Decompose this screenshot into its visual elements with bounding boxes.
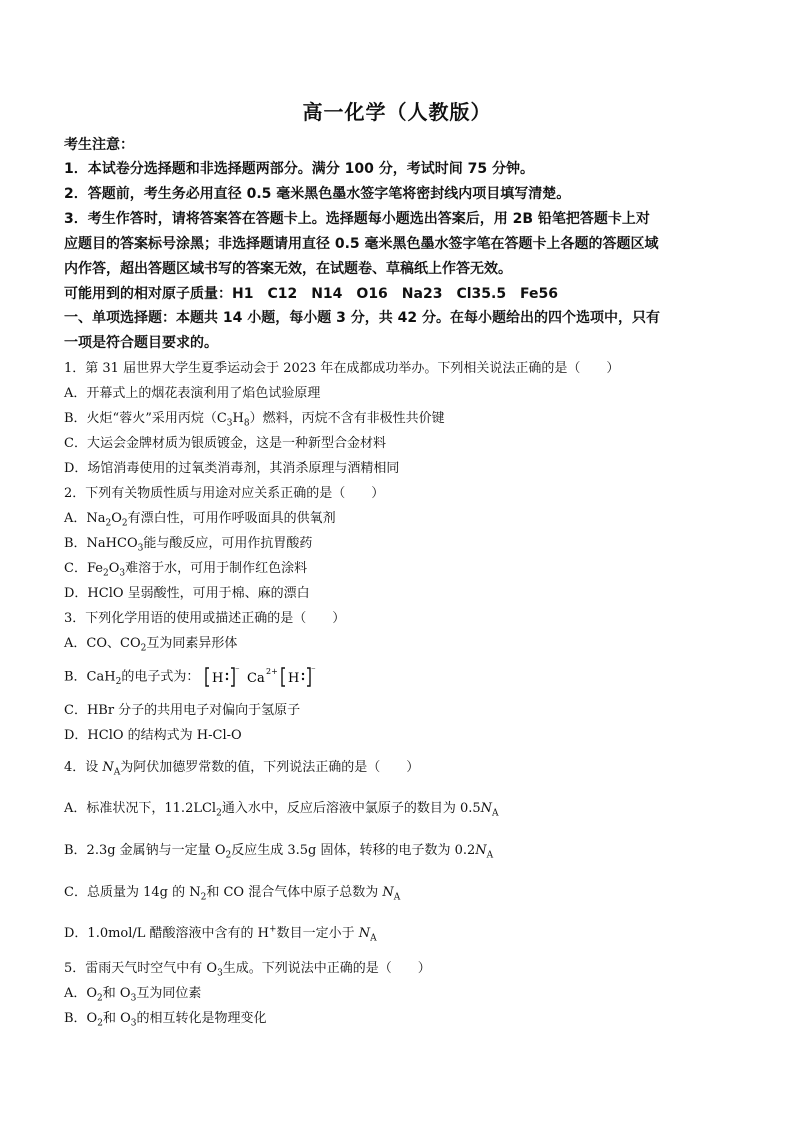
q2-option-c: C．$Fe_2O_3$难溶于水，可用于制作红色涂料 xyxy=(64,561,308,579)
section1-heading-cont: 一项是符合题目要求的。 xyxy=(64,335,218,351)
cah2-electron-formula xyxy=(203,664,363,690)
q5-option-a: A．$O_2$和 $O_3$互为同位素 xyxy=(64,986,202,1004)
q1-option-a: A．开幕式上的烟花表演利用了焰色试验原理 xyxy=(64,386,321,401)
q4-option-d: D．1.0mol/L 醋酸溶液中含有的 H+数目一定小于 $N_A$ xyxy=(64,924,377,944)
svg-text:Ca: Ca xyxy=(247,671,266,686)
q3-option-b: B．CaH$_2$的电子式为： H ⁻ Ca 2+ H ⁻ xyxy=(64,664,363,690)
section1-heading: 一、单项选择题：本题共 14 小题，每小题 3 分，共 42 分。在每小题给出的四个选项中，只有 xyxy=(64,310,660,326)
notice-item-3-cont: 应题目的答案标号涂黑；非选择题请用直径 0.5 毫米黑色墨水签字笔在答题卡上各题的答题区域 xyxy=(64,236,659,252)
notice-item-3-cont2: 内作答，超出答题区域书写的答案无效，在试题卷、草稿纸上作答无效。 xyxy=(64,261,512,277)
atomic-masses: 可能用到的相对原子质量：H1 C12 N14 O16 Na23 Cl35.5 Fe56 xyxy=(64,286,559,302)
q4-option-b: B．2.3g 金属钠与一定量 $O_2$反应生成 3.5g 固体，转移的电子数为 $0.2N_A$ xyxy=(64,843,494,861)
q3-option-c: C．HBr 分子的共用电子对偏向于氢原子 xyxy=(64,703,301,718)
q1-option-b: B．火炬“蓉火”采用丙烷$(C_3H_8)$燃料，丙烷不含有非极性共价键 xyxy=(64,411,445,429)
q2-option-b: B．NaHCO$_3$能与酸反应，可用作抗胃酸药 xyxy=(64,536,313,554)
svg-text:⁻: ⁻ xyxy=(235,666,241,676)
q2-stem: 2．下列有关物质性质与用途对应关系正确的是（ ） xyxy=(64,486,385,501)
q4-option-a: A．标准状况下，11.2LCl$_2$通入水中，反应后溶液中氯原子的数目为 $0.5N_A$ xyxy=(64,801,499,819)
q5-option-b: B．$O_2$和 $O_3$的相互转化是物理变化 xyxy=(64,1011,267,1029)
q3-option-a: A．CO、$CO_2$互为同素异形体 xyxy=(64,636,238,654)
q1-stem: 1．第 31 届世界大学生夏季运动会于 2023 年在成都成功举办。下列相关说法正确的是（ ） xyxy=(64,361,620,376)
notice-item-1: 1．本试卷分选择题和非选择题两部分。满分 100 分，考试时间 75 分钟。 xyxy=(64,161,534,177)
q4-stem: 4．设 $N_A$为阿伏加德罗常数的值，下列说法正确的是（ ） xyxy=(64,760,420,778)
exam-title: 高一化学（人教版） xyxy=(302,100,492,124)
svg-text:2+: 2+ xyxy=(266,667,279,676)
svg-text:⁻: ⁻ xyxy=(311,666,317,676)
notice-heading: 考生注意： xyxy=(64,137,134,153)
q3-option-d: D．HClO 的结构式为 H-Cl-O xyxy=(64,728,242,743)
svg-text:H: H xyxy=(212,671,224,686)
q5-stem: 5．雷雨天气时空气中有 $O_3$生成。下列说法中正确的是（ ） xyxy=(64,961,431,979)
q3-stem: 3．下列化学用语的使用或描述正确的是（ ） xyxy=(64,611,346,626)
notice-item-2: 2．答题前，考生务必用直径 0.5 毫米黑色墨水签字笔将密封线内项目填写清楚。 xyxy=(64,186,571,202)
q1-option-d: D．场馆消毒使用的过氧类消毒剂，其消杀原理与酒精相同 xyxy=(64,461,400,476)
q2-option-d: D．HClO 呈弱酸性，可用于棉、麻的漂白 xyxy=(64,586,310,601)
svg-text:H: H xyxy=(288,671,300,686)
notice-item-3: 3．考生作答时，请将答案答在答题卡上。选择题每小题选出答案后，用 2B 铅笔把答题卡上对 xyxy=(64,211,650,227)
q1-option-c: C．大运会金牌材质为银质镀金，这是一种新型合金材料 xyxy=(64,436,386,451)
q2-option-a: A．$Na_2O_2$有漂白性，可用作呼吸面具的供氧剂 xyxy=(64,511,336,529)
q4-option-c: C．总质量为 14g 的 $N_2$和 CO 混合气体中原子总数为 $N_A$ xyxy=(64,885,401,903)
